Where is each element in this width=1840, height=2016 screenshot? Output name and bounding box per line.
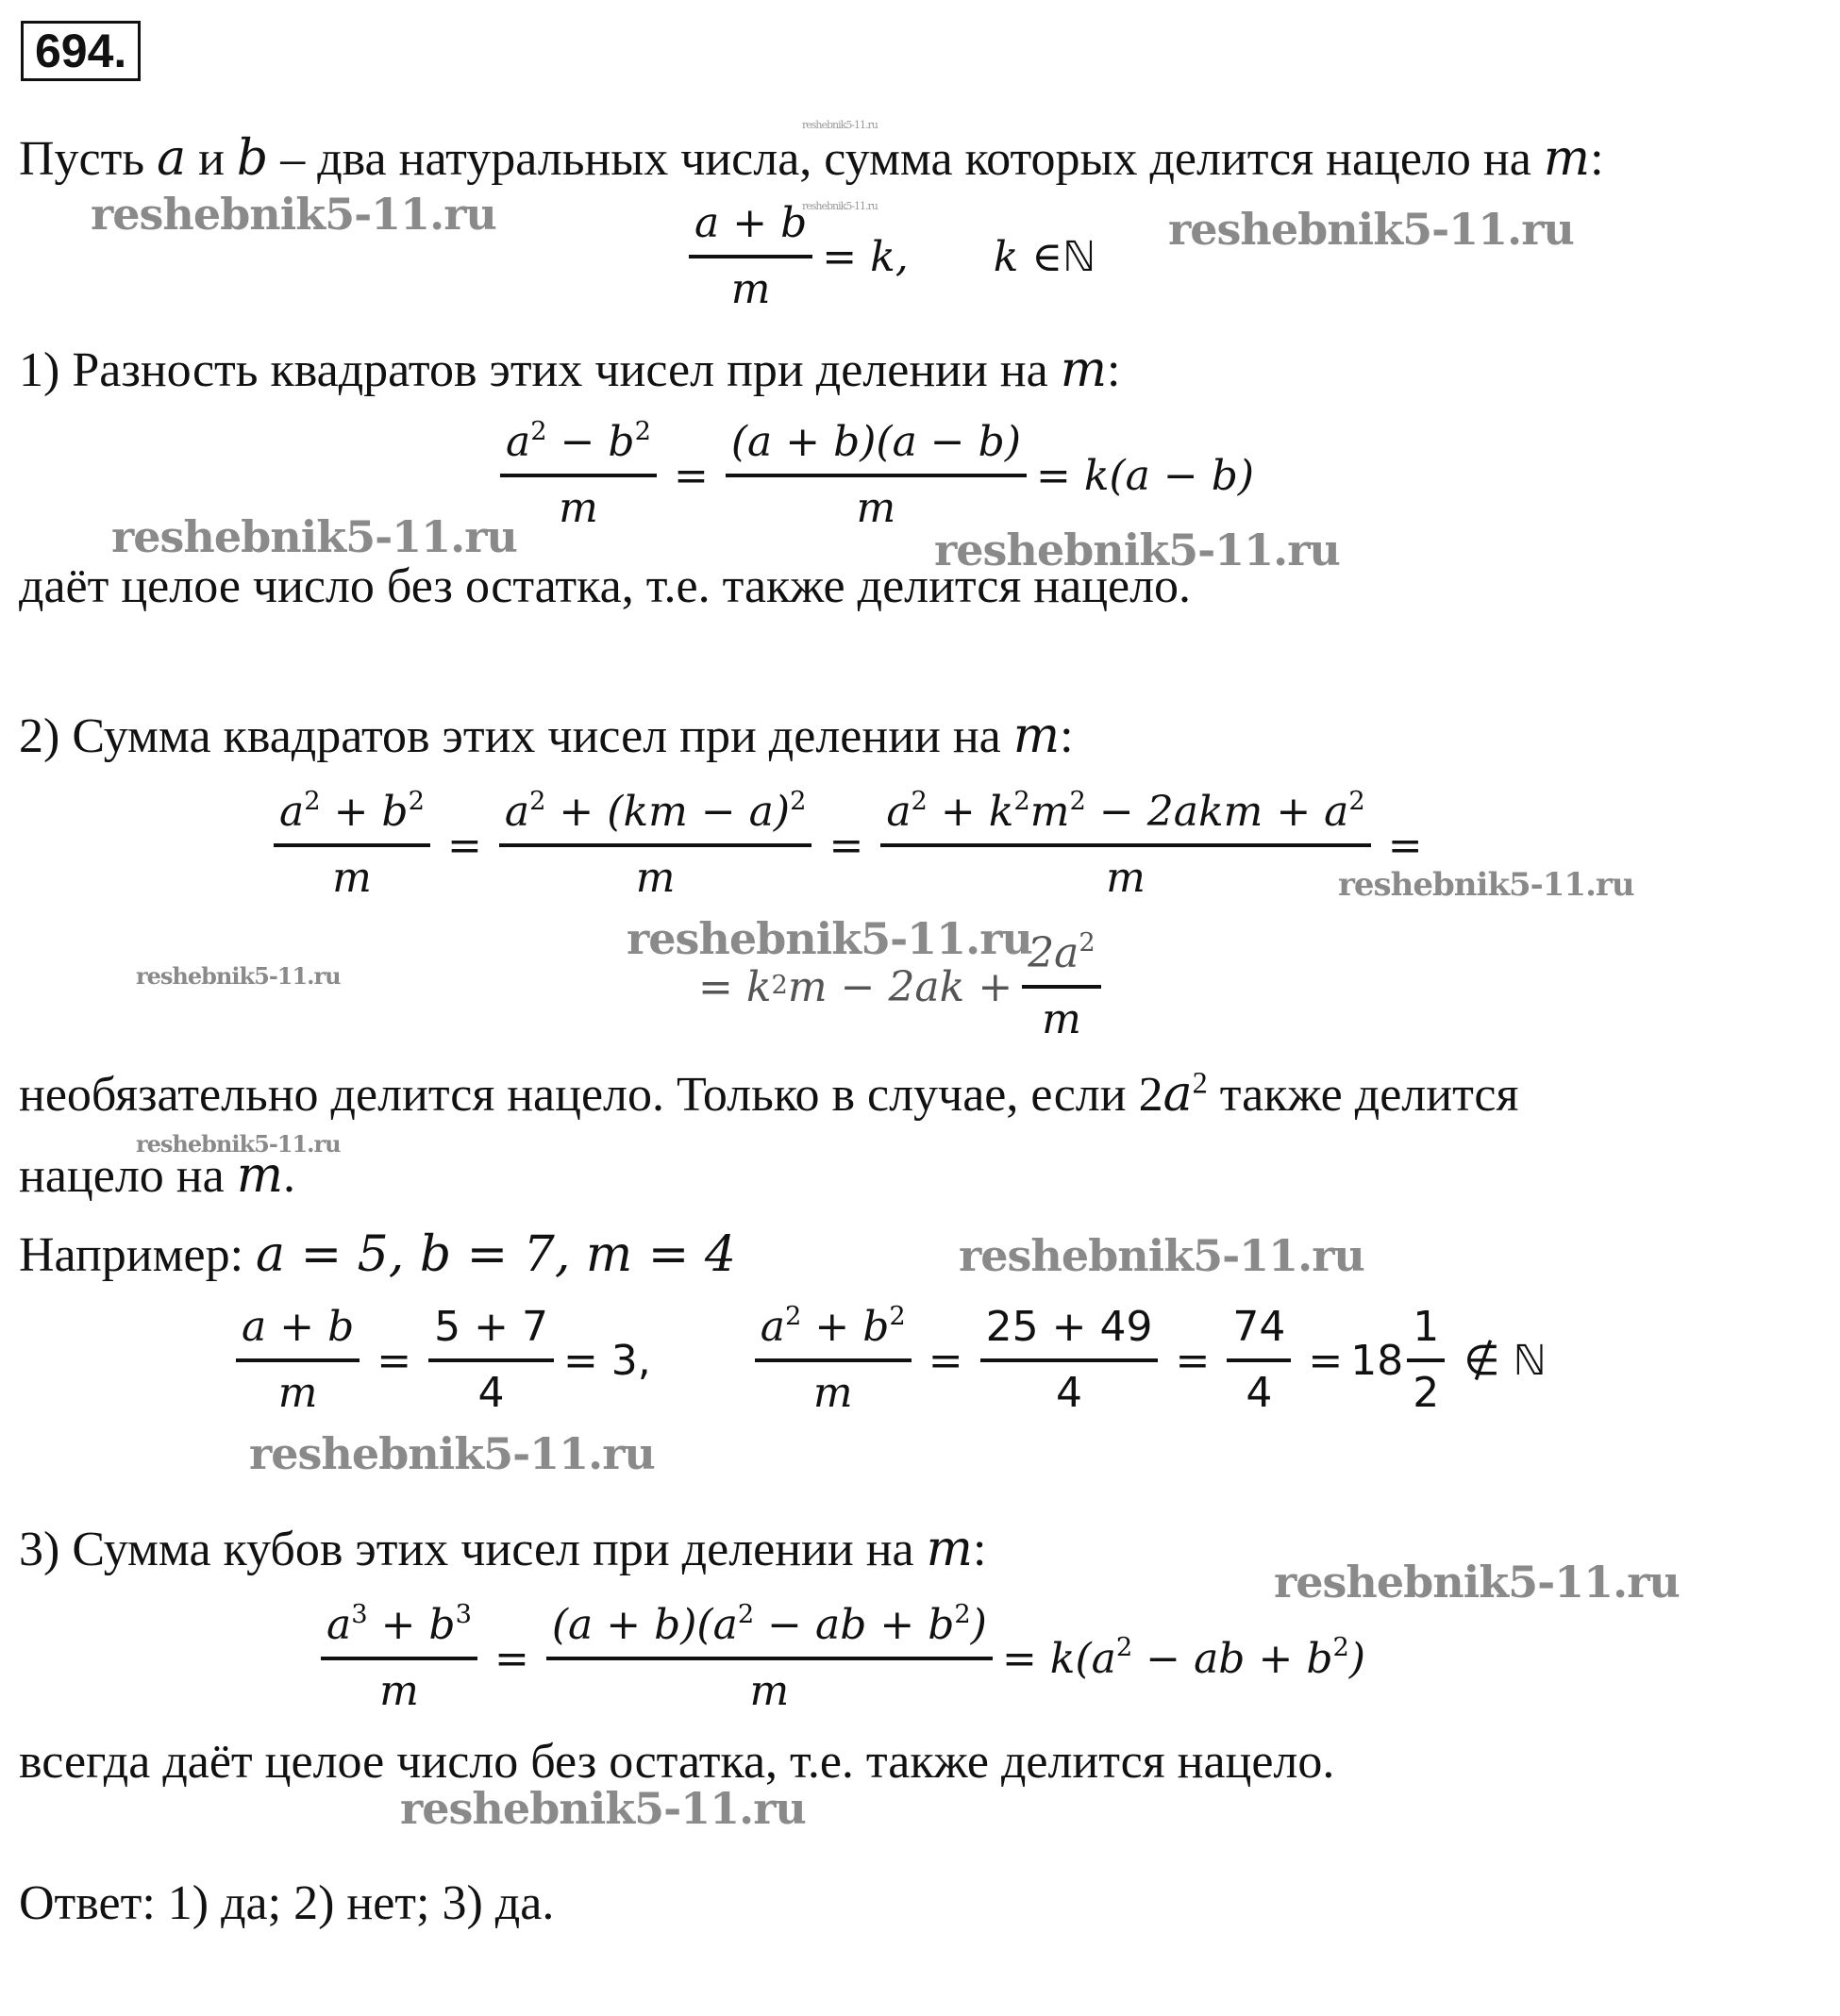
equals-sign: = bbox=[1387, 821, 1423, 870]
fraction-numerator: 1 bbox=[1407, 1302, 1445, 1362]
fraction bbox=[428, 1302, 554, 1419]
part2-heading-var-m: m bbox=[1012, 708, 1061, 764]
fraction bbox=[236, 1302, 360, 1419]
part2-note-text-4: . bbox=[283, 1149, 295, 1203]
fraction bbox=[500, 417, 657, 534]
watermark: reshebnik5-11.ru bbox=[136, 1130, 341, 1158]
fraction bbox=[546, 1600, 993, 1717]
part3-heading-var-m: m bbox=[926, 1521, 973, 1577]
intro-text-2: и bbox=[186, 132, 237, 186]
condition-var: k ∈ bbox=[993, 232, 1062, 281]
example-values: a = 5, b = 7, m = 4 bbox=[256, 1226, 736, 1283]
fraction bbox=[726, 417, 1027, 534]
fraction bbox=[321, 1600, 477, 1717]
fraction-denominator: m bbox=[1106, 854, 1146, 902]
watermark: reshebnik5-11.ru bbox=[1338, 866, 1634, 904]
watermark: reshebnik5-11.ru bbox=[934, 525, 1340, 575]
fraction-denominator: 4 bbox=[1246, 1369, 1273, 1417]
intro-var-a: a bbox=[157, 130, 187, 187]
watermark: reshebnik5-11.ru bbox=[1274, 1557, 1680, 1608]
watermark: reshebnik5-11.ru bbox=[802, 200, 878, 212]
part2-note-text-3: нацело на bbox=[19, 1149, 237, 1203]
intro-line bbox=[19, 130, 1604, 188]
fraction-numerator: $a^2 + b^2$ bbox=[274, 787, 430, 847]
part1-heading-var-m: m bbox=[1060, 342, 1108, 398]
fraction-numerator: a + b bbox=[689, 198, 812, 258]
fraction-denominator: m bbox=[379, 1667, 419, 1715]
fraction bbox=[1407, 1302, 1445, 1419]
fraction-denominator: 4 bbox=[477, 1369, 505, 1417]
watermark: reshebnik5-11.ru bbox=[91, 189, 496, 240]
equation-sum-of-squares-continued: = k $^2$ m − 2ak + $\frac{2a^2}{m}$ bbox=[698, 928, 1111, 1045]
fraction-denominator: m bbox=[635, 854, 676, 902]
intro-text-1: Пусть bbox=[19, 132, 158, 186]
equals-sign: = bbox=[828, 821, 864, 870]
part3-heading-colon: : bbox=[972, 1523, 987, 1576]
part3-conclusion: всегда даёт целое число без остатка, т.е. также делится нацело. bbox=[19, 1735, 1335, 1789]
fraction bbox=[499, 787, 812, 904]
example-label: Например: bbox=[19, 1228, 257, 1282]
fraction-denominator: m bbox=[1042, 995, 1081, 1043]
problem-number: 694. bbox=[21, 21, 141, 81]
watermark: reshebnik5-11.ru bbox=[136, 962, 341, 990]
equals-sign: = bbox=[928, 1336, 963, 1385]
fraction-numerator: $a^2 + b^2$ bbox=[755, 1302, 912, 1362]
fraction-numerator: $2a^2$ bbox=[1022, 928, 1101, 989]
part1-heading-text: 1) Разность квадратов этих чисел при делении на bbox=[19, 343, 1061, 397]
equation-rhs: = k, bbox=[822, 232, 909, 281]
equals-sign: = bbox=[446, 821, 482, 870]
intro-var-b: b bbox=[236, 130, 269, 187]
fraction-denominator: m bbox=[856, 484, 896, 532]
part2-note-var-a: a bbox=[1163, 1066, 1193, 1123]
part2-note-text-1: необязательно делится нацело. Только в случае, если 2 bbox=[19, 1068, 1163, 1122]
fraction-numerator: $a^2 - b^2$ bbox=[500, 417, 657, 477]
fraction bbox=[274, 787, 430, 904]
part3-heading-text: 3) Сумма кубов этих чисел при делении на bbox=[19, 1523, 927, 1576]
equals-sign: = bbox=[376, 1336, 412, 1385]
fraction-denominator: m bbox=[749, 1667, 790, 1715]
part2-heading-text: 2) Сумма квадратов этих чисел при делении на bbox=[19, 709, 1013, 763]
fraction-denominator: 4 bbox=[1056, 1369, 1083, 1417]
part2-heading-colon: : bbox=[1060, 709, 1074, 763]
fraction-numerator: 74 bbox=[1227, 1302, 1291, 1362]
fraction-denominator: m bbox=[812, 1369, 853, 1417]
example-equations bbox=[226, 1302, 1547, 1419]
fraction bbox=[755, 1302, 912, 1419]
equation-sum-of-squares bbox=[264, 787, 1430, 904]
fraction-numerator: 25 + 49 bbox=[980, 1302, 1159, 1362]
fraction bbox=[1022, 928, 1101, 1045]
watermark: reshebnik5-11.ru bbox=[1168, 204, 1574, 255]
part3-heading bbox=[19, 1521, 986, 1578]
fraction-denominator: m bbox=[332, 854, 372, 902]
fraction-numerator: $a^3 + b^3$ bbox=[321, 1600, 477, 1660]
equation-sum-of-cubes bbox=[311, 1600, 1365, 1717]
natural-numbers-symbol: ℕ bbox=[1062, 232, 1096, 281]
fraction-numerator: (a + b)(a − b) bbox=[726, 417, 1027, 477]
watermark: reshebnik5-11.ru bbox=[802, 119, 878, 131]
answer: Ответ: 1) да; 2) нет; 3) да. bbox=[19, 1876, 555, 1930]
mixed-number-whole: 18 bbox=[1350, 1336, 1404, 1385]
equation-sum-divisible bbox=[679, 198, 1096, 315]
fraction bbox=[880, 787, 1370, 904]
not-in-naturals: ∉ ℕ bbox=[1464, 1336, 1547, 1385]
fraction-denominator: m bbox=[559, 484, 598, 532]
example-result-1: = 3, bbox=[562, 1336, 651, 1385]
remainder-numerator: 2a bbox=[1028, 929, 1079, 977]
intro-text-3: – два натуральных числа, сумма которых делится нацело на bbox=[268, 132, 1544, 186]
watermark: reshebnik5-11.ru bbox=[959, 1230, 1364, 1281]
part2-note-var-m: m bbox=[236, 1147, 283, 1204]
equals-sign: = bbox=[1308, 1336, 1344, 1385]
watermark: reshebnik5-11.ru bbox=[111, 511, 517, 562]
watermark: reshebnik5-11.ru bbox=[249, 1428, 655, 1479]
part1-conclusion: даёт целое число без остатка, т.е. также делится нацело. bbox=[19, 559, 1192, 613]
fraction bbox=[689, 198, 812, 315]
fraction-numerator: a + b bbox=[236, 1302, 360, 1362]
equals-sign: = bbox=[673, 451, 709, 500]
continuation-prefix: = k bbox=[698, 962, 772, 1011]
example-line bbox=[19, 1226, 736, 1284]
intro-var-m: m bbox=[1543, 130, 1591, 187]
equation-result: = $k(a^2$ − ab + $b^2$) bbox=[1001, 1633, 1366, 1683]
part1-heading bbox=[19, 342, 1120, 399]
part1-heading-colon: : bbox=[1107, 343, 1121, 397]
fraction bbox=[1227, 1302, 1291, 1419]
fraction-denominator: m bbox=[277, 1369, 318, 1417]
part2-note-line1: необязательно делится нацело. Только в случае, если $2a^2$ также делится bbox=[19, 1065, 1519, 1123]
fraction-denominator: 2 bbox=[1413, 1369, 1440, 1417]
equals-sign: = bbox=[493, 1634, 529, 1683]
equation-difference-of-squares bbox=[491, 417, 1254, 534]
part2-note-text-2: также делится bbox=[1207, 1068, 1519, 1122]
fraction-numerator: $a^2 + k^2m^2 - 2akm + a^2$ bbox=[880, 787, 1370, 847]
part2-heading bbox=[19, 708, 1074, 765]
intro-text-4: : bbox=[1590, 132, 1604, 186]
watermark: reshebnik5-11.ru bbox=[400, 1783, 806, 1834]
fraction-numerator: 5 + 7 bbox=[428, 1302, 554, 1362]
fraction-denominator: m bbox=[730, 265, 771, 313]
fraction-numerator: $a^2 + (km - a)^2$ bbox=[499, 787, 812, 847]
watermark: reshebnik5-11.ru bbox=[627, 913, 1032, 964]
equation-result: = k(a − b) bbox=[1035, 451, 1255, 500]
fraction-numerator: $(a + b)(a^2$ − ab + $b^2$) bbox=[546, 1600, 993, 1660]
fraction bbox=[980, 1302, 1159, 1419]
equals-sign: = bbox=[1175, 1336, 1211, 1385]
